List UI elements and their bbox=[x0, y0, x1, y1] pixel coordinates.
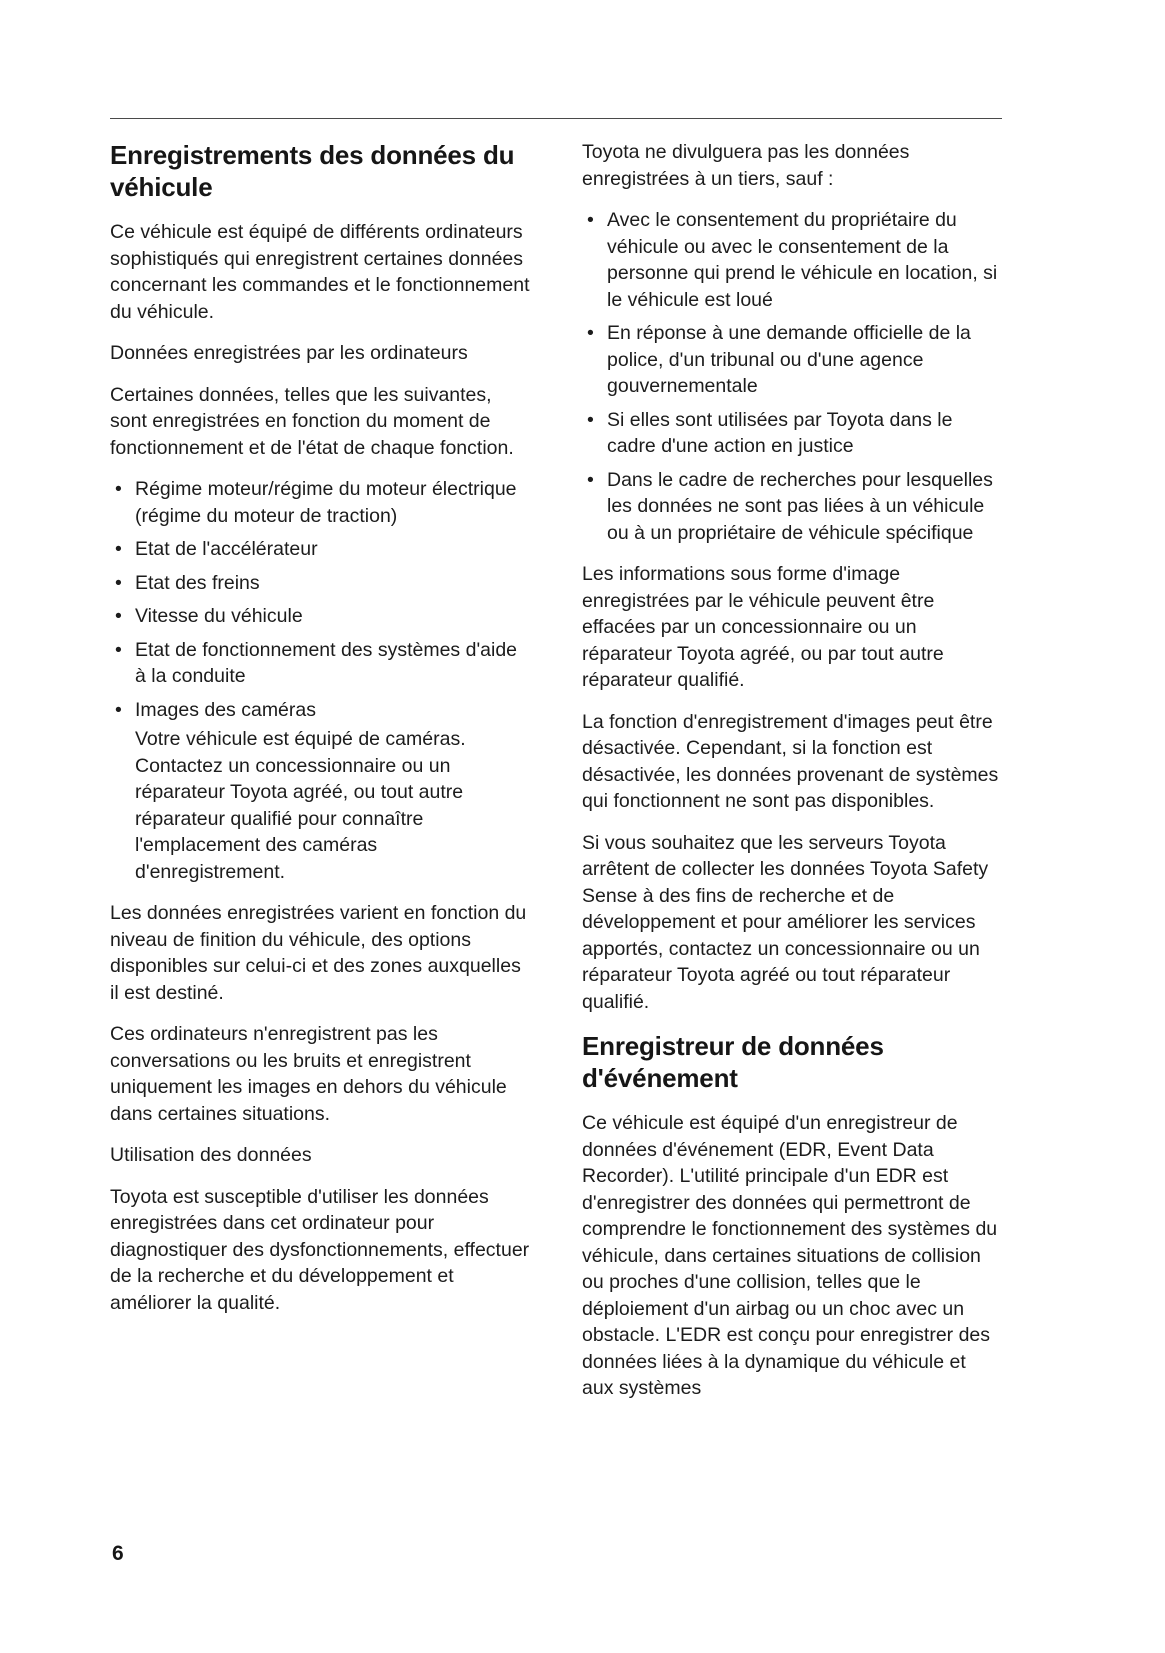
paragraph-no-disclosure: Toyota ne divulguera pas les données enregistrées à un tiers, sauf : bbox=[582, 141, 910, 190]
paragraph-image-erasure: Les informations sous forme d'image enregistrées par le véhicule peuvent être effacées par un concessionnaire ou un réparateur Toyota agréé, ou par tout autre réparateur qualifié. bbox=[582, 563, 944, 691]
paragraph-no-conversations: Ces ordinateurs n'enregistrent pas les conversations ou les bruits et enregistrent uniquement les images en dehors du véhicule dans certaines situations. bbox=[110, 1023, 507, 1125]
paragraph-edr-description: Ce véhicule est équipé d'un enregistreur de données d'événement (EDR, Event Data Recorder). L'utilité principale d'un EDR est d'enregistrer des données qui permettront de comprendre le fonctionnement des systèmes du véhicule, dans certaines situations de collision ou proches d'une collision, telles que le déploiement d'un airbag ou un choc avec un obstacle. L'EDR est conçu pour enregistrer des données liées à la dynamique du véhicule et aux systèmes bbox=[582, 1112, 998, 1399]
page-content bbox=[110, 0, 1002, 1417]
subheading-data-usage: Utilisation des données bbox=[110, 1144, 312, 1166]
bullet-item-note: Votre véhicule est équipé de caméras. Contactez un concessionnaire ou un réparateur Toyota agréé, ou tout autre réparateur qualifié pour connaître l'emplacement des caméras d'enregistrement. bbox=[135, 728, 466, 883]
bullet-item bbox=[110, 476, 530, 529]
bullet-item-text: Si elles sont utilisées par Toyota dans le cadre d'une action en justice bbox=[607, 408, 953, 457]
paragraph-toyota-usage: Toyota est susceptible d'utiliser les données enregistrées dans cet ordinateur pour diagnostiquer des dysfonctionnements, effectuer de la recherche et du développement et améliorer la qualité. bbox=[110, 1185, 530, 1314]
section-heading-vehicle-data-records: Enregistrements des données du véhicule bbox=[110, 140, 515, 202]
bullet-item-text: Dans le cadre de recherches pour lesquelles les données ne sont pas liées à un véhicule ou à un propriétaire de véhicule spécifique bbox=[607, 468, 993, 544]
bullet-item bbox=[582, 207, 1002, 313]
left-column bbox=[110, 139, 530, 1417]
bullet-item-text: Etat des freins bbox=[135, 571, 260, 594]
paragraph-vehicle-computers: Ce véhicule est équipé de différents ordinateurs sophistiqués qui enregistrent certaines données concernant les commandes et le fonctionnement du véhicule. bbox=[110, 221, 530, 323]
top-divider bbox=[110, 118, 1002, 119]
bullet-item bbox=[110, 697, 530, 886]
bullet-item bbox=[110, 536, 530, 563]
bullet-item-text: Etat de fonctionnement des systèmes d'aide à la conduite bbox=[135, 638, 518, 687]
two-column-layout bbox=[110, 139, 1002, 1417]
bullet-item bbox=[582, 407, 1002, 460]
bullet-item bbox=[110, 603, 530, 630]
bullet-item-text: Régime moteur/régime du moteur électrique (régime du moteur de traction) bbox=[135, 478, 517, 527]
paragraph-data-varies: Les données enregistrées varient en fonction du niveau de finition du véhicule, des options disponibles sur celui-ci et des zones auxquelles il est destiné. bbox=[110, 902, 527, 1004]
bullet-item bbox=[582, 320, 1002, 400]
bullet-item bbox=[582, 467, 1002, 547]
bullet-item-text: Images des caméras bbox=[135, 698, 316, 721]
subheading-data-recorded-by-computers: Données enregistrées par les ordinateurs bbox=[110, 342, 468, 364]
disclosure-exceptions-bullet-list bbox=[582, 207, 1002, 546]
bullet-item-text: Avec le consentement du propriétaire du véhicule ou avec le consentement de la personne qui prend le véhicule en location, si le véhicule est loué bbox=[607, 209, 998, 311]
paragraph-safety-sense-servers: Si vous souhaitez que les serveurs Toyota arrêtent de collecter les données Toyota Safety Sense à des fins de recherche et de développement et pour améliorer les services apportés, contactez un concessionnaire ou un réparateur Toyota agréé ou tout réparateur qualifié. bbox=[582, 831, 989, 1013]
paragraph-recorded-data-intro: Certaines données, telles que les suivantes, sont enregistrées en fonction du moment de fonctionnement et de l'état de chaque fonction. bbox=[110, 383, 514, 459]
right-column bbox=[582, 139, 1002, 1417]
paragraph-recording-disable: La fonction d'enregistrement d'images peut être désactivée. Cependant, si la fonction est désactivée, les données provenant de systèmes qui fonctionnent ne sont pas disponibles. bbox=[582, 710, 999, 812]
bullet-item bbox=[110, 570, 530, 597]
bullet-item bbox=[110, 637, 530, 690]
bullet-item-text: Vitesse du véhicule bbox=[135, 605, 303, 627]
recorded-data-bullet-list bbox=[110, 476, 530, 885]
section-heading-event-data-recorder: Enregistreur de données d'événement bbox=[582, 1031, 884, 1093]
page-number: 6 bbox=[112, 1542, 124, 1565]
bullet-item-text: En réponse à une demande officielle de la police, d'un tribunal ou d'une agence gouvernementale bbox=[607, 322, 971, 397]
bullet-item-text: Etat de l'accélérateur bbox=[135, 538, 318, 560]
